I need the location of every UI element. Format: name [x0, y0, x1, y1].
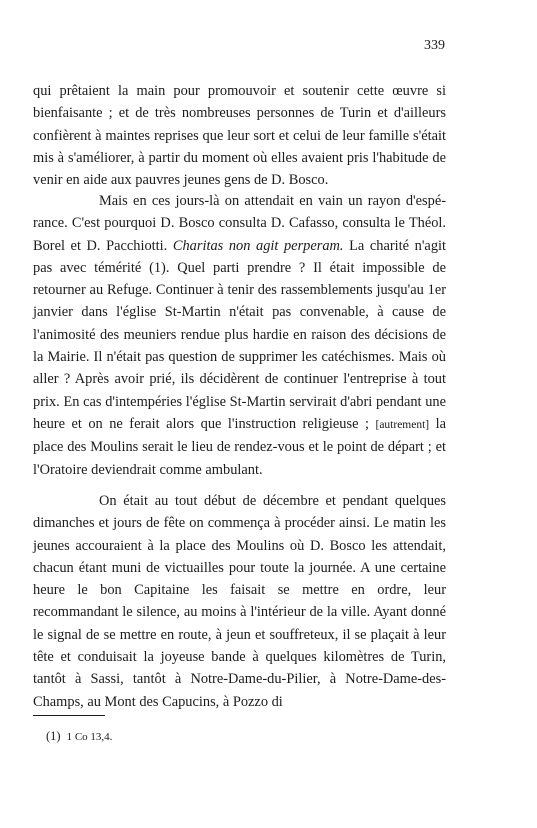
footnote-marker: (1) [46, 729, 61, 743]
paragraph-2 [33, 190, 446, 481]
paragraph-3 [33, 490, 446, 713]
paragraph-2-part-a: Mais en ces jours-là on attendait en vain un rayon d'espérance. C'est pourquoi D. Bosco consulta D. Cafasso, consulta le Théol. Borel et D. Pacchiotti. [33, 193, 446, 254]
paragraph-3-text: On était au tout début de décembre et pendant quelques dimanches et jours de fête on commença à procéder ainsi. Le matin les jeunes accouraient à la place des Moulins où D. Bosco les attendait, chacun étant muni de victuailles pour toute la journée. A une certaine heure le bon Capitaine les faisait se mettre en ordre, leur recommandant le silence, au moins à l'intérieur de la ville. Ayant donné le signal de se mettre en route, à jeun et souffreteux, il se plaçait à leur tête et conduisait la joyeuse bande à quelques kilomètres de Turin, tantôt à Sassi, tantôt à Notre-Dame-du-Pilier, à Notre-Dame-des-Champs, au Mont des Capucins, à Pozzo di [33, 493, 446, 710]
footnote-divider [33, 715, 105, 716]
latin-quote: Charitas non agit perperam. [172, 237, 344, 254]
footnote-text: 1 Co 13,4. [66, 731, 113, 743]
paragraph-2-part-b: La charité n'agit pas avec témérité (1). Quel parti prendre ? Il était impossible de retourner au Refuge. Continuer à tenir des rassemblements jusqu'au 1er janvier dans l'église St-Martin n'était pas convenable, à cause de l'animosité des meuniers rendue plus hardie en raison des décisions de la Mairie. Il n'était pas question de supprimer les catéchismes. Mais où aller ? Après avoir prié, ils décidèrent de continuer l'entreprise à tout prix. En cas d'intempéries l'église St-Martin servirait d'abri pendant une heure et on ne ferait alors que l'instruction religieuse ; [33, 237, 447, 432]
paragraph-2-text [33, 190, 446, 481]
paragraph-2-part-c: la place des Moulins serait le lieu de rendez-vous et le point de départ ; et l'Oratoire deviendrait comme ambulant. [33, 415, 447, 478]
page-number: 339 [424, 38, 445, 53]
footnote [46, 729, 112, 744]
paragraph-1 [33, 80, 446, 191]
editorial-insertion: [autrement] [375, 418, 430, 431]
paragraph-1-text: qui prêtaient la main pour promouvoir et soutenir cette œuvre si bienfaisante ; et de très nombreuses personnes de Turin et d'ailleurs confièrent à maintes reprises que leur sort et celui de leur famille s'était mis à s'améliorer, à partir du moment où elles avaient pris l'habitude de venir en aide aux pauvres jeunes gens de D. Bosco. [33, 83, 446, 189]
